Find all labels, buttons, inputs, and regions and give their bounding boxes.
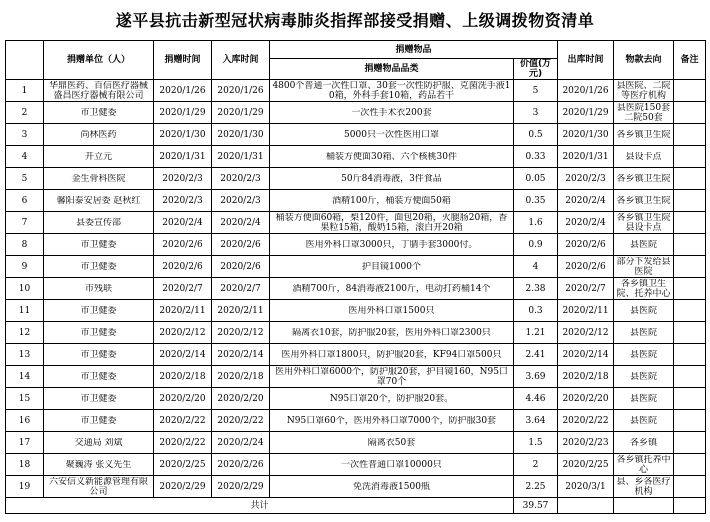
cell-value: 2.25	[514, 476, 558, 498]
cell-items-text: 隔离衣50套	[367, 437, 416, 448]
cell-dest	[614, 146, 674, 168]
table-row	[6, 454, 706, 476]
cell-donor	[44, 124, 154, 146]
cell-num: 6	[6, 190, 44, 212]
cell-donate-time: 2020/1/26	[154, 80, 212, 102]
cell-dest	[614, 388, 674, 410]
cell-dest	[614, 212, 674, 234]
cell-donate-time: 2020/2/25	[154, 454, 212, 476]
cell-in-time: 2020/2/29	[212, 476, 270, 498]
cell-value: 0.35	[514, 190, 558, 212]
cell-donate-time: 2020/1/31	[154, 146, 212, 168]
cell-num: 12	[6, 322, 44, 344]
cell-in-time: 2020/2/14	[212, 344, 270, 366]
cell-out-time: 2020/1/29	[558, 102, 614, 124]
cell-in-time: 2020/1/31	[212, 146, 270, 168]
cell-num: 13	[6, 344, 44, 366]
table-row	[6, 278, 706, 300]
cell-donor-text: 市卫健委	[80, 371, 117, 382]
cell-items-text: 酒精100斤，桶装方便面50箱	[332, 195, 451, 206]
cell-dest-text: 各乡镇卫生院	[616, 129, 671, 140]
cell-items	[270, 388, 514, 410]
cell-dest	[614, 278, 674, 300]
cell-items-text: 桶装方便面60箱，梨120件，面包20箱，火腿肠20箱，香果粒15箱，酸奶15箱，滚白开20箱	[275, 212, 508, 233]
cell-in-time: 2020/2/22	[212, 410, 270, 432]
cell-note	[674, 476, 706, 498]
cell-donate-time: 2020/2/3	[154, 168, 212, 190]
cell-value: 0.33	[514, 146, 558, 168]
cell-dest-text: 县医院	[630, 305, 658, 316]
cell-items	[270, 124, 514, 146]
cell-out-time: 2020/2/4	[558, 190, 614, 212]
cell-donor-text: 华鼎医药、百信医疗器械盛昌医疗器械有限公司	[48, 80, 148, 101]
cell-donate-time: 2020/2/4	[154, 212, 212, 234]
cell-dest	[614, 322, 674, 344]
cell-donor-text: 市卫健委	[80, 415, 117, 426]
cell-dest-text: 县医院、二院等医疗机构	[616, 80, 671, 101]
cell-items	[270, 344, 514, 366]
header-num	[6, 41, 44, 80]
cell-donor	[44, 256, 154, 278]
cell-items	[270, 410, 514, 432]
cell-num: 16	[6, 410, 44, 432]
cell-donor	[44, 146, 154, 168]
cell-dest	[614, 102, 674, 124]
cell-out-time: 2020/2/3	[558, 168, 614, 190]
cell-donor	[44, 322, 154, 344]
cell-note	[674, 80, 706, 102]
cell-dest	[614, 410, 674, 432]
cell-items-text: 医用外科口罩1800只，防护服20套，KF94口罩500只	[281, 349, 502, 360]
cell-value: 0.05	[514, 168, 558, 190]
cell-donate-time: 2020/2/12	[154, 322, 212, 344]
cell-in-time: 2020/2/20	[212, 388, 270, 410]
header-in-time: 入库时间	[212, 41, 270, 80]
cell-num: 19	[6, 476, 44, 498]
cell-out-time: 2020/3/1	[558, 476, 614, 498]
cell-value: 3.69	[514, 366, 558, 388]
cell-dest-text: 县医院	[630, 349, 658, 360]
cell-donor-text: 市卫健委	[80, 305, 117, 316]
cell-value: 0.9	[514, 234, 558, 256]
total-empty-cell	[558, 498, 614, 514]
table-row	[6, 322, 706, 344]
table-row	[6, 190, 706, 212]
cell-in-time: 2020/2/26	[212, 454, 270, 476]
header-note: 备注	[674, 41, 706, 80]
cell-note	[674, 146, 706, 168]
cell-dest-text: 各乡镇卫生院	[616, 173, 671, 184]
table-row	[6, 476, 706, 498]
cell-donor	[44, 300, 154, 322]
cell-note	[674, 212, 706, 234]
cell-value: 3	[514, 102, 558, 124]
cell-note	[674, 300, 706, 322]
cell-donate-time: 2020/2/18	[154, 366, 212, 388]
cell-items-text: 免洗消毒液1500瓶	[353, 481, 430, 492]
cell-note	[674, 102, 706, 124]
cell-out-time: 2020/1/26	[558, 80, 614, 102]
table-row	[6, 124, 706, 146]
cell-dest-text: 县医院	[630, 415, 658, 426]
header-dest: 物款去向	[614, 41, 674, 80]
cell-items-text: 酒精700斤，84消毒液2100斤，电动打药桶14个	[292, 283, 491, 294]
cell-items	[270, 300, 514, 322]
cell-donate-time: 2020/2/3	[154, 190, 212, 212]
cell-donor	[44, 366, 154, 388]
cell-dest-text: 县医院150套 二院50套	[616, 102, 671, 123]
document-title: 遂平县抗击新型冠状病毒肺炎指挥部接受捐赠、上级调拨物资清单	[115, 11, 595, 30]
cell-note	[674, 278, 706, 300]
cell-num: 11	[6, 300, 44, 322]
table-row	[6, 410, 706, 432]
cell-donor-text: 六安信义新能源管理有限公司	[48, 476, 148, 497]
cell-dest	[614, 344, 674, 366]
cell-note	[674, 190, 706, 212]
cell-donor	[44, 234, 154, 256]
cell-items-text: 医用外科口罩6000个，防护服20套，护目镜160，N95口罩70个	[275, 366, 508, 387]
table-row	[6, 366, 706, 388]
cell-num: 18	[6, 454, 44, 476]
cell-in-time: 2020/2/3	[212, 168, 270, 190]
cell-items-text: 50斤84消毒液，3件食品	[341, 173, 442, 184]
cell-dest	[614, 256, 674, 278]
cell-in-time: 2020/2/24	[212, 432, 270, 454]
cell-dest-text: 县医院	[630, 239, 658, 250]
cell-donate-time: 2020/2/29	[154, 476, 212, 498]
cell-donate-time: 2020/2/22	[154, 432, 212, 454]
cell-value: 2.41	[514, 344, 558, 366]
total-row	[6, 498, 706, 514]
cell-items	[270, 454, 514, 476]
cell-donate-time: 2020/1/29	[154, 102, 212, 124]
table-row	[6, 344, 706, 366]
cell-in-time: 2020/2/6	[212, 234, 270, 256]
cell-dest	[614, 454, 674, 476]
cell-num: 17	[6, 432, 44, 454]
cell-value: 2.38	[514, 278, 558, 300]
cell-in-time: 2020/2/12	[212, 322, 270, 344]
cell-donor	[44, 454, 154, 476]
cell-donor-text: 开立元	[84, 151, 112, 162]
donation-table	[5, 40, 706, 514]
cell-dest-text: 县设卡点	[625, 151, 662, 162]
cell-donate-time: 2020/2/7	[154, 278, 212, 300]
cell-dest	[614, 80, 674, 102]
cell-note	[674, 454, 706, 476]
cell-in-time: 2020/2/3	[212, 190, 270, 212]
cell-in-time: 2020/2/18	[212, 366, 270, 388]
table-row	[6, 80, 706, 102]
cell-note	[674, 168, 706, 190]
cell-items-text: N95口罩60个，医用外科口罩7000个，防护服30套	[286, 415, 497, 426]
cell-value: 4.46	[514, 388, 558, 410]
header-donor: 捐赠单位（人）	[44, 41, 154, 80]
header-items: 捐赠物品品类	[270, 59, 514, 80]
cell-items-text: 医用外科口罩1500只	[348, 305, 435, 316]
cell-items	[270, 234, 514, 256]
cell-donate-time: 2020/2/22	[154, 410, 212, 432]
cell-donor-text: 县委宣传部	[75, 217, 121, 228]
cell-num: 7	[6, 212, 44, 234]
table-row	[6, 146, 706, 168]
cell-note	[674, 388, 706, 410]
total-label: 共计	[6, 498, 514, 514]
cell-out-time: 2020/2/7	[558, 278, 614, 300]
cell-dest	[614, 432, 674, 454]
cell-note	[674, 124, 706, 146]
cell-items-text: 5000只一次性医用口罩	[344, 129, 439, 140]
cell-items	[270, 322, 514, 344]
cell-donor-text: 馨阳泰安居委 赵秋红	[56, 195, 141, 206]
cell-out-time: 2020/2/12	[558, 322, 614, 344]
cell-donor	[44, 168, 154, 190]
cell-dest-text: 县、乡各医疗机构	[616, 476, 671, 497]
header-items-group: 捐赠物品	[270, 41, 558, 59]
cell-donor-text: 市卫健委	[80, 327, 117, 338]
cell-dest	[614, 300, 674, 322]
cell-value: 0.3	[514, 300, 558, 322]
cell-dest	[614, 234, 674, 256]
cell-donor	[44, 344, 154, 366]
cell-donate-time: 2020/1/30	[154, 124, 212, 146]
cell-items	[270, 212, 514, 234]
cell-items	[270, 256, 514, 278]
table-row	[6, 212, 706, 234]
cell-donate-time: 2020/2/20	[154, 388, 212, 410]
cell-note	[674, 432, 706, 454]
cell-in-time: 2020/2/11	[212, 300, 270, 322]
table-row	[6, 234, 706, 256]
cell-num: 2	[6, 102, 44, 124]
cell-dest-text: 各乡镇卫生院 县设卡点	[616, 212, 671, 233]
cell-in-time: 2020/2/7	[212, 278, 270, 300]
cell-num: 5	[6, 168, 44, 190]
cell-donor	[44, 102, 154, 124]
cell-items	[270, 146, 514, 168]
cell-out-time: 2020/2/11	[558, 300, 614, 322]
cell-dest-text: 各乡镇卫生院	[616, 195, 671, 206]
cell-items-text: 医用外科口罩3000只，丁腈手套3000付。	[305, 239, 478, 250]
cell-value: 1.6	[514, 212, 558, 234]
cell-out-time: 2020/2/6	[558, 256, 614, 278]
cell-num: 1	[6, 80, 44, 102]
header-out-time: 出库时间	[558, 41, 614, 80]
cell-num: 3	[6, 124, 44, 146]
cell-note	[674, 344, 706, 366]
total-empty-cell	[614, 498, 674, 514]
cell-items	[270, 366, 514, 388]
cell-donate-time: 2020/2/6	[154, 256, 212, 278]
cell-value: 4	[514, 256, 558, 278]
cell-out-time: 2020/1/31	[558, 146, 614, 168]
cell-items	[270, 476, 514, 498]
cell-out-time: 2020/2/14	[558, 344, 614, 366]
cell-in-time: 2020/1/29	[212, 102, 270, 124]
cell-value: 1.21	[514, 322, 558, 344]
cell-in-time: 2020/1/26	[212, 80, 270, 102]
cell-donor	[44, 476, 154, 498]
cell-num: 10	[6, 278, 44, 300]
cell-items-text: 4800个普通一次性口罩、30套一次性防护服、克菌洗手液10箱，外科手套10箱，药品若干	[272, 80, 511, 101]
cell-note	[674, 366, 706, 388]
cell-items	[270, 168, 514, 190]
cell-donate-time: 2020/2/14	[154, 344, 212, 366]
cell-items-text: 一次性手术衣200套	[351, 107, 432, 118]
cell-out-time: 2020/2/18	[558, 366, 614, 388]
header-row-1	[6, 41, 706, 59]
cell-out-time: 2020/2/23	[558, 432, 614, 454]
cell-dest-text: 各乡镇	[630, 437, 658, 448]
cell-value: 3.64	[514, 410, 558, 432]
cell-items-text: N95口罩20个，防护服20套。	[329, 393, 454, 404]
cell-donor-text: 市卫健委	[80, 261, 117, 272]
cell-donor-text: 交通局 刘斌	[74, 437, 123, 448]
cell-donor-text: 市卫健委	[80, 239, 117, 250]
table-row	[6, 168, 706, 190]
cell-donate-time: 2020/2/11	[154, 300, 212, 322]
table-row	[6, 388, 706, 410]
cell-out-time: 2020/2/20	[558, 388, 614, 410]
header-donate-time: 捐赠时间	[154, 41, 212, 80]
cell-dest-text: 各乡镇卫生院、托养中心	[616, 278, 671, 299]
cell-out-time: 2020/1/30	[558, 124, 614, 146]
cell-items	[270, 102, 514, 124]
cell-donor	[44, 410, 154, 432]
cell-num: 4	[6, 146, 44, 168]
cell-value: 1.5	[514, 432, 558, 454]
cell-dest-text: 各乡镇托养中心	[616, 454, 671, 475]
header-value: 价值(万元)	[514, 59, 558, 80]
cell-donor	[44, 212, 154, 234]
cell-dest-text: 县医院	[630, 327, 658, 338]
cell-num: 15	[6, 388, 44, 410]
cell-dest	[614, 168, 674, 190]
table-row	[6, 300, 706, 322]
cell-items	[270, 432, 514, 454]
cell-donor-text: 金生骨科医院	[71, 173, 126, 184]
cell-num: 9	[6, 256, 44, 278]
cell-out-time: 2020/2/22	[558, 410, 614, 432]
cell-donor	[44, 388, 154, 410]
table-row	[6, 432, 706, 454]
cell-donor-text: 市残联	[84, 283, 112, 294]
cell-donate-time: 2020/2/6	[154, 234, 212, 256]
cell-donor	[44, 278, 154, 300]
cell-donor-text: 尚林医药	[80, 129, 117, 140]
cell-donor-text: 聚巍涛 张义先生	[65, 459, 132, 470]
cell-dest	[614, 476, 674, 498]
cell-value: 0.5	[514, 124, 558, 146]
cell-in-time: 2020/2/4	[212, 212, 270, 234]
cell-items	[270, 278, 514, 300]
cell-value: 5	[514, 80, 558, 102]
cell-num: 14	[6, 366, 44, 388]
cell-donor-text: 市卫健委	[80, 393, 117, 404]
cell-in-time: 2020/2/6	[212, 256, 270, 278]
cell-in-time: 2020/1/30	[212, 124, 270, 146]
cell-donor	[44, 80, 154, 102]
cell-out-time: 2020/2/25	[558, 454, 614, 476]
cell-out-time: 2020/2/4	[558, 212, 614, 234]
table-row	[6, 102, 706, 124]
cell-dest	[614, 366, 674, 388]
total-empty-cell	[674, 498, 706, 514]
cell-items	[270, 80, 514, 102]
cell-dest-text: 部分下发给县医院	[616, 256, 671, 277]
table-row	[6, 256, 706, 278]
cell-note	[674, 410, 706, 432]
cell-dest	[614, 190, 674, 212]
total-value: 39.57	[514, 498, 558, 514]
cell-num: 8	[6, 234, 44, 256]
cell-note	[674, 322, 706, 344]
cell-donor-text: 市卫健委	[80, 349, 117, 360]
cell-out-time: 2020/2/6	[558, 234, 614, 256]
cell-donor	[44, 432, 154, 454]
cell-dest	[614, 124, 674, 146]
cell-note	[674, 256, 706, 278]
cell-donor-text: 市卫健委	[80, 107, 117, 118]
cell-items-text: 桶装方便面30箱、六个核桃30件	[326, 151, 457, 162]
cell-items-text: 护目镜1000个	[362, 261, 421, 272]
cell-items-text: 隔离衣10套，防护服20套，医用外科口罩2300只	[292, 327, 491, 338]
cell-dest-text: 县医院	[630, 371, 658, 382]
cell-note	[674, 234, 706, 256]
cell-value: 2	[514, 454, 558, 476]
cell-dest-text: 县医院	[630, 393, 658, 404]
cell-items	[270, 190, 514, 212]
cell-donor	[44, 190, 154, 212]
cell-items-text: 一次性普通口罩10000只	[341, 459, 442, 470]
